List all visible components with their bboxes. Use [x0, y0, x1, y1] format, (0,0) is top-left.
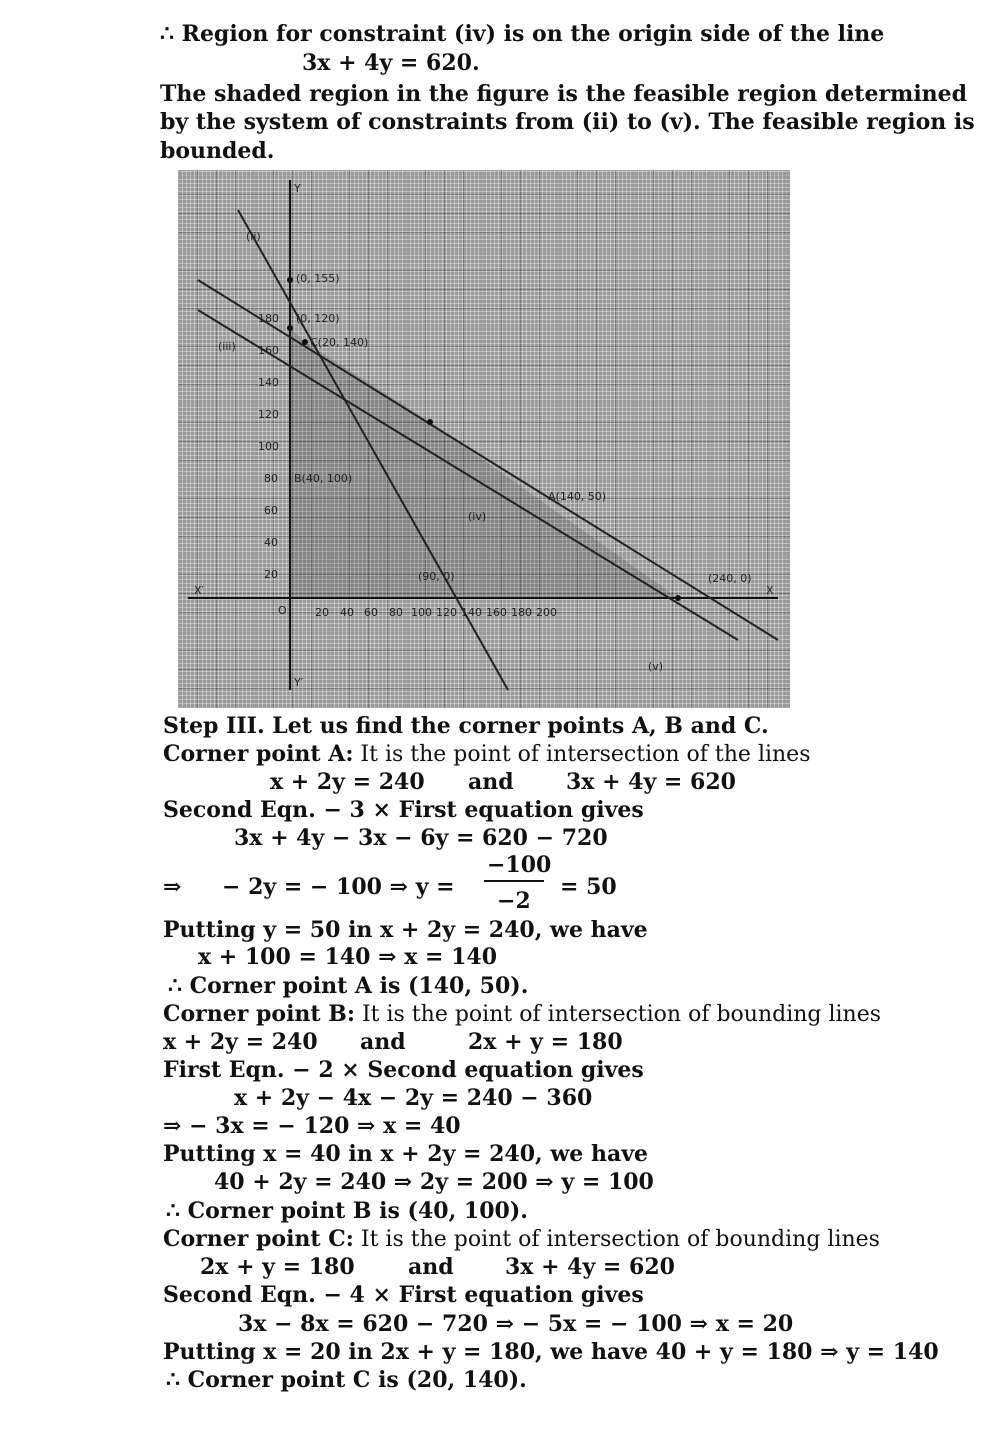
intro-line-4: by the system of constraints from (ii) to (v). The feasible region is [160, 109, 975, 135]
corner-point-a [675, 595, 681, 601]
and-1: and [468, 769, 514, 795]
x-tick-label: 120 [436, 606, 457, 619]
intro-line-5: bounded. [160, 138, 275, 164]
x-tick-label: 200 [536, 606, 557, 619]
eq-a-1: x + 2y = 240 [270, 769, 425, 795]
y-tick-label: 80 [264, 472, 278, 485]
step-a-2: 3x + 4y − 3x − 6y = 620 − 720 [234, 825, 608, 851]
point-label: (90, 0) [418, 570, 455, 583]
step-b-5: 40 + 2y = 240 ⇒ 2y = 200 ⇒ y = 100 [214, 1169, 654, 1195]
corner-point-b-label: Corner point B: [163, 1001, 355, 1027]
eq-b-1: x + 2y = 240 [163, 1029, 318, 1055]
x-tick-label: 40 [340, 606, 354, 619]
and-3: and [408, 1254, 454, 1280]
eq-c-2: 3x + 4y = 620 [505, 1254, 675, 1280]
step-a-1: Second Eqn. − 3 × First equation gives [163, 797, 644, 823]
fraction-bar [484, 880, 544, 882]
axis-x-neg-label: X′ [194, 584, 205, 597]
x-tick-label: 140 [461, 606, 482, 619]
corner-point-b [427, 419, 433, 425]
x-tick-label: 100 [411, 606, 432, 619]
x-tick-label: 180 [511, 606, 532, 619]
axis-y-label: Y [294, 182, 301, 195]
corner-point-c-label: Corner point C: [163, 1226, 354, 1252]
step-c-2: 3x − 8x = 620 − 720 ⇒ − 5x = − 100 ⇒ x = 20 [238, 1311, 794, 1337]
point-label: (0, 155) [296, 272, 340, 285]
intro-line-3: The shaded region in the figure is the feasible region determined [160, 81, 968, 107]
step-a-6: ∴ Corner point A is (140, 50). [168, 973, 529, 999]
step-iii-heading: Step III. Let us find the corner points A, B and C. [163, 713, 769, 739]
y-tick-label: 180 [258, 312, 279, 325]
fraction-numerator: −100 [487, 852, 552, 878]
point-label: (0, 120) [296, 312, 340, 325]
step-a-5: x + 100 = 140 ⇒ x = 140 [198, 944, 498, 970]
corner-point-c-desc: It is the point of intersection of bounding lines [353, 1227, 880, 1252]
corner-point-a-heading [163, 740, 811, 769]
step-c-4: ∴ Corner point C is (20, 140). [166, 1367, 527, 1393]
corner-point-b-desc: It is the point of intersection of bounding lines [354, 1002, 882, 1027]
feasible-region [290, 328, 678, 598]
corner-point-a-label: Corner point A: [163, 741, 354, 767]
y-tick-label: 20 [264, 568, 278, 581]
x-tick-label: 20 [315, 606, 329, 619]
corner-point-b-heading [163, 1000, 881, 1029]
and-2: and [360, 1029, 406, 1055]
step-c-3: Putting x = 20 in 2x + y = 180, we have 40 + y = 180 ⇒ y = 140 [163, 1339, 939, 1365]
x-tick-label: 60 [364, 606, 378, 619]
point-0-155 [287, 277, 293, 283]
constraint-label: (iv) [468, 510, 487, 523]
intro-line-1: ∴ Region for constraint (iv) is on the origin side of the line [160, 21, 885, 47]
feasible-region-figure [178, 170, 790, 708]
point-label: C(20, 140) [310, 336, 369, 349]
step-b-3: ⇒ − 3x = − 120 ⇒ x = 40 [163, 1113, 461, 1139]
y-tick-label: 100 [258, 440, 279, 453]
axis-y-neg-label: Y′ [294, 676, 304, 689]
point-label: A(140, 50) [548, 490, 607, 503]
point-label: (240, 0) [708, 572, 752, 585]
fraction-result: = 50 [560, 874, 617, 900]
axis-x-label: X [766, 584, 774, 597]
corner-point-a-desc: It is the point of intersection of the lines [353, 742, 811, 767]
point-label: B(40, 100) [294, 472, 353, 485]
fraction-denominator: −2 [497, 888, 531, 914]
x-tick-label: 80 [389, 606, 403, 619]
implies-arrow: ⇒ [163, 874, 182, 900]
eq-a-2: 3x + 4y = 620 [566, 769, 736, 795]
step-a-3: − 2y = − 100 ⇒ y = [222, 874, 455, 900]
step-b-6: ∴ Corner point B is (40, 100). [166, 1198, 528, 1224]
point-0-120 [287, 325, 293, 331]
eq-c-1: 2x + y = 180 [200, 1254, 355, 1280]
step-b-4: Putting x = 40 in x + 2y = 240, we have [163, 1141, 648, 1167]
origin-label: O [278, 604, 287, 617]
y-tick-label: 120 [258, 408, 279, 421]
constraint-label: (v) [648, 660, 664, 673]
graph-svg [178, 170, 790, 708]
constraint-label: (ii) [246, 230, 261, 243]
eq-b-2: 2x + y = 180 [468, 1029, 623, 1055]
step-b-1: First Eqn. − 2 × Second equation gives [163, 1057, 644, 1083]
y-tick-label: 60 [264, 504, 278, 517]
corner-point-c-heading [163, 1225, 880, 1254]
corner-point-c [302, 339, 308, 345]
step-b-2: x + 2y − 4x − 2y = 240 − 360 [234, 1085, 593, 1111]
x-tick-label: 160 [486, 606, 507, 619]
step-a-4: Putting y = 50 in x + 2y = 240, we have [163, 917, 648, 943]
constraint-label: (iii) [218, 340, 236, 353]
y-tick-label: 160 [258, 344, 279, 357]
y-tick-label: 140 [258, 376, 279, 389]
step-c-1: Second Eqn. − 4 × First equation gives [163, 1282, 644, 1308]
intro-line-2: 3x + 4y = 620. [302, 50, 480, 76]
y-tick-label: 40 [264, 536, 278, 549]
